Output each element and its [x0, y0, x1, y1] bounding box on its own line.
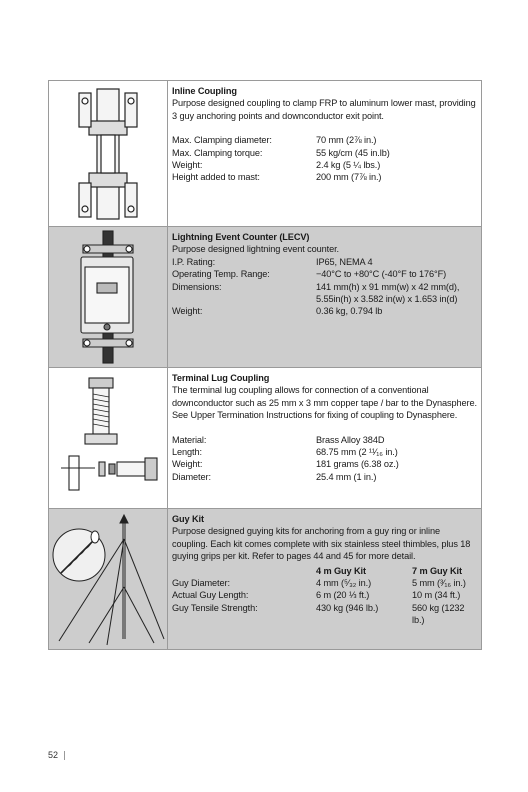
page-number: 52	[48, 750, 59, 760]
guy-kit-row: Guy Diameter: 4 mm (⁵⁄₃₂ in.) 5 mm (³⁄₁₆ in.)	[172, 578, 466, 589]
spec-row: Max. Clamping torque: 55 kg/cm (45 in.lb)	[172, 147, 390, 158]
product-table	[48, 80, 482, 650]
spec-row: Weight: 2.4 kg (5 ¼ lbs.)	[172, 160, 381, 171]
product-row-terminal-lug	[49, 368, 481, 509]
product-description: Purpose designed lightning event counter.	[172, 244, 340, 255]
guy-kit-image	[49, 509, 168, 649]
inline-coupling-text	[168, 81, 481, 226]
product-description: Purpose designed guying kits for anchoring from a guy ring or inline coupling. Each kit comes complete with six stainless steel thimbles, plus 18 guying grips per kit. Refer to pages 44 and 45 for more detail.	[172, 526, 471, 562]
spec-row: Diameter: 25.4 mm (1 in.)	[172, 471, 377, 482]
product-row-guy-kit	[49, 509, 481, 649]
spec-row: Max. Clamping diameter: 70 mm (2⅞ in.)	[172, 135, 377, 146]
spec-row: Weight: 0.36 kg, 0.794 lb	[172, 306, 383, 317]
guy-kit-row: Guy Tensile Strength: 430 kg (946 lb.) 560 kg (1232 lb.)	[172, 602, 465, 626]
product-title: Lightning Event Counter (LECV)	[172, 232, 310, 242]
product-row-inline-coupling	[49, 81, 481, 227]
terminal-lug-text	[168, 368, 481, 508]
inline-coupling-image	[49, 81, 168, 226]
spec-row: Material: Brass Alloy 384D	[172, 434, 385, 445]
spec-row: Operating Temp. Range: −40°C to +80°C (-40°F to 176°F)	[172, 269, 447, 280]
terminal-lug-image	[49, 368, 168, 508]
spec-row: Height added to mast: 200 mm (7⅞ in.)	[172, 172, 382, 183]
spec-row: Length: 68.75 mm (2 ¹¹⁄₁₆ in.)	[172, 447, 398, 458]
lightning-counter-image	[49, 227, 168, 367]
guy-kit-row: Actual Guy Length: 6 m (20 ⅓ ft.) 10 m (34 ft.)	[172, 590, 461, 601]
product-description: The terminal lug coupling allows for connection of a conventional downconductor such as 25 mm x 3 mm copper tape / bar to the Dynasphere. See Upper Termination Instructions for fixing of coupling to Dynasphere.	[172, 385, 477, 421]
product-title: Guy Kit	[172, 514, 204, 524]
guy-kit-text	[168, 509, 481, 649]
product-title: Inline Coupling	[172, 86, 237, 96]
page-footer	[48, 750, 65, 760]
spec-row: Weight: 181 grams (6.38 oz.)	[172, 459, 399, 470]
product-description: Purpose designed coupling to clamp FRP to aluminum lower mast, providing 3 guy anchoring points and downconductor exit point.	[172, 98, 476, 121]
guy-kit-column-headers: 4 m Guy Kit 7 m Guy Kit	[316, 565, 462, 576]
product-title: Terminal Lug Coupling	[172, 373, 270, 383]
lecv-text	[168, 227, 481, 367]
product-row-lecv	[49, 227, 481, 368]
spec-row: Dimensions: 141 mm(h) x 91 mm(w) x 42 mm(d), 5.55in(h) x 3.582 in(w) x 1.653 in(d)	[172, 281, 460, 305]
spec-row: I.P. Rating: IP65, NEMA 4	[172, 256, 373, 267]
